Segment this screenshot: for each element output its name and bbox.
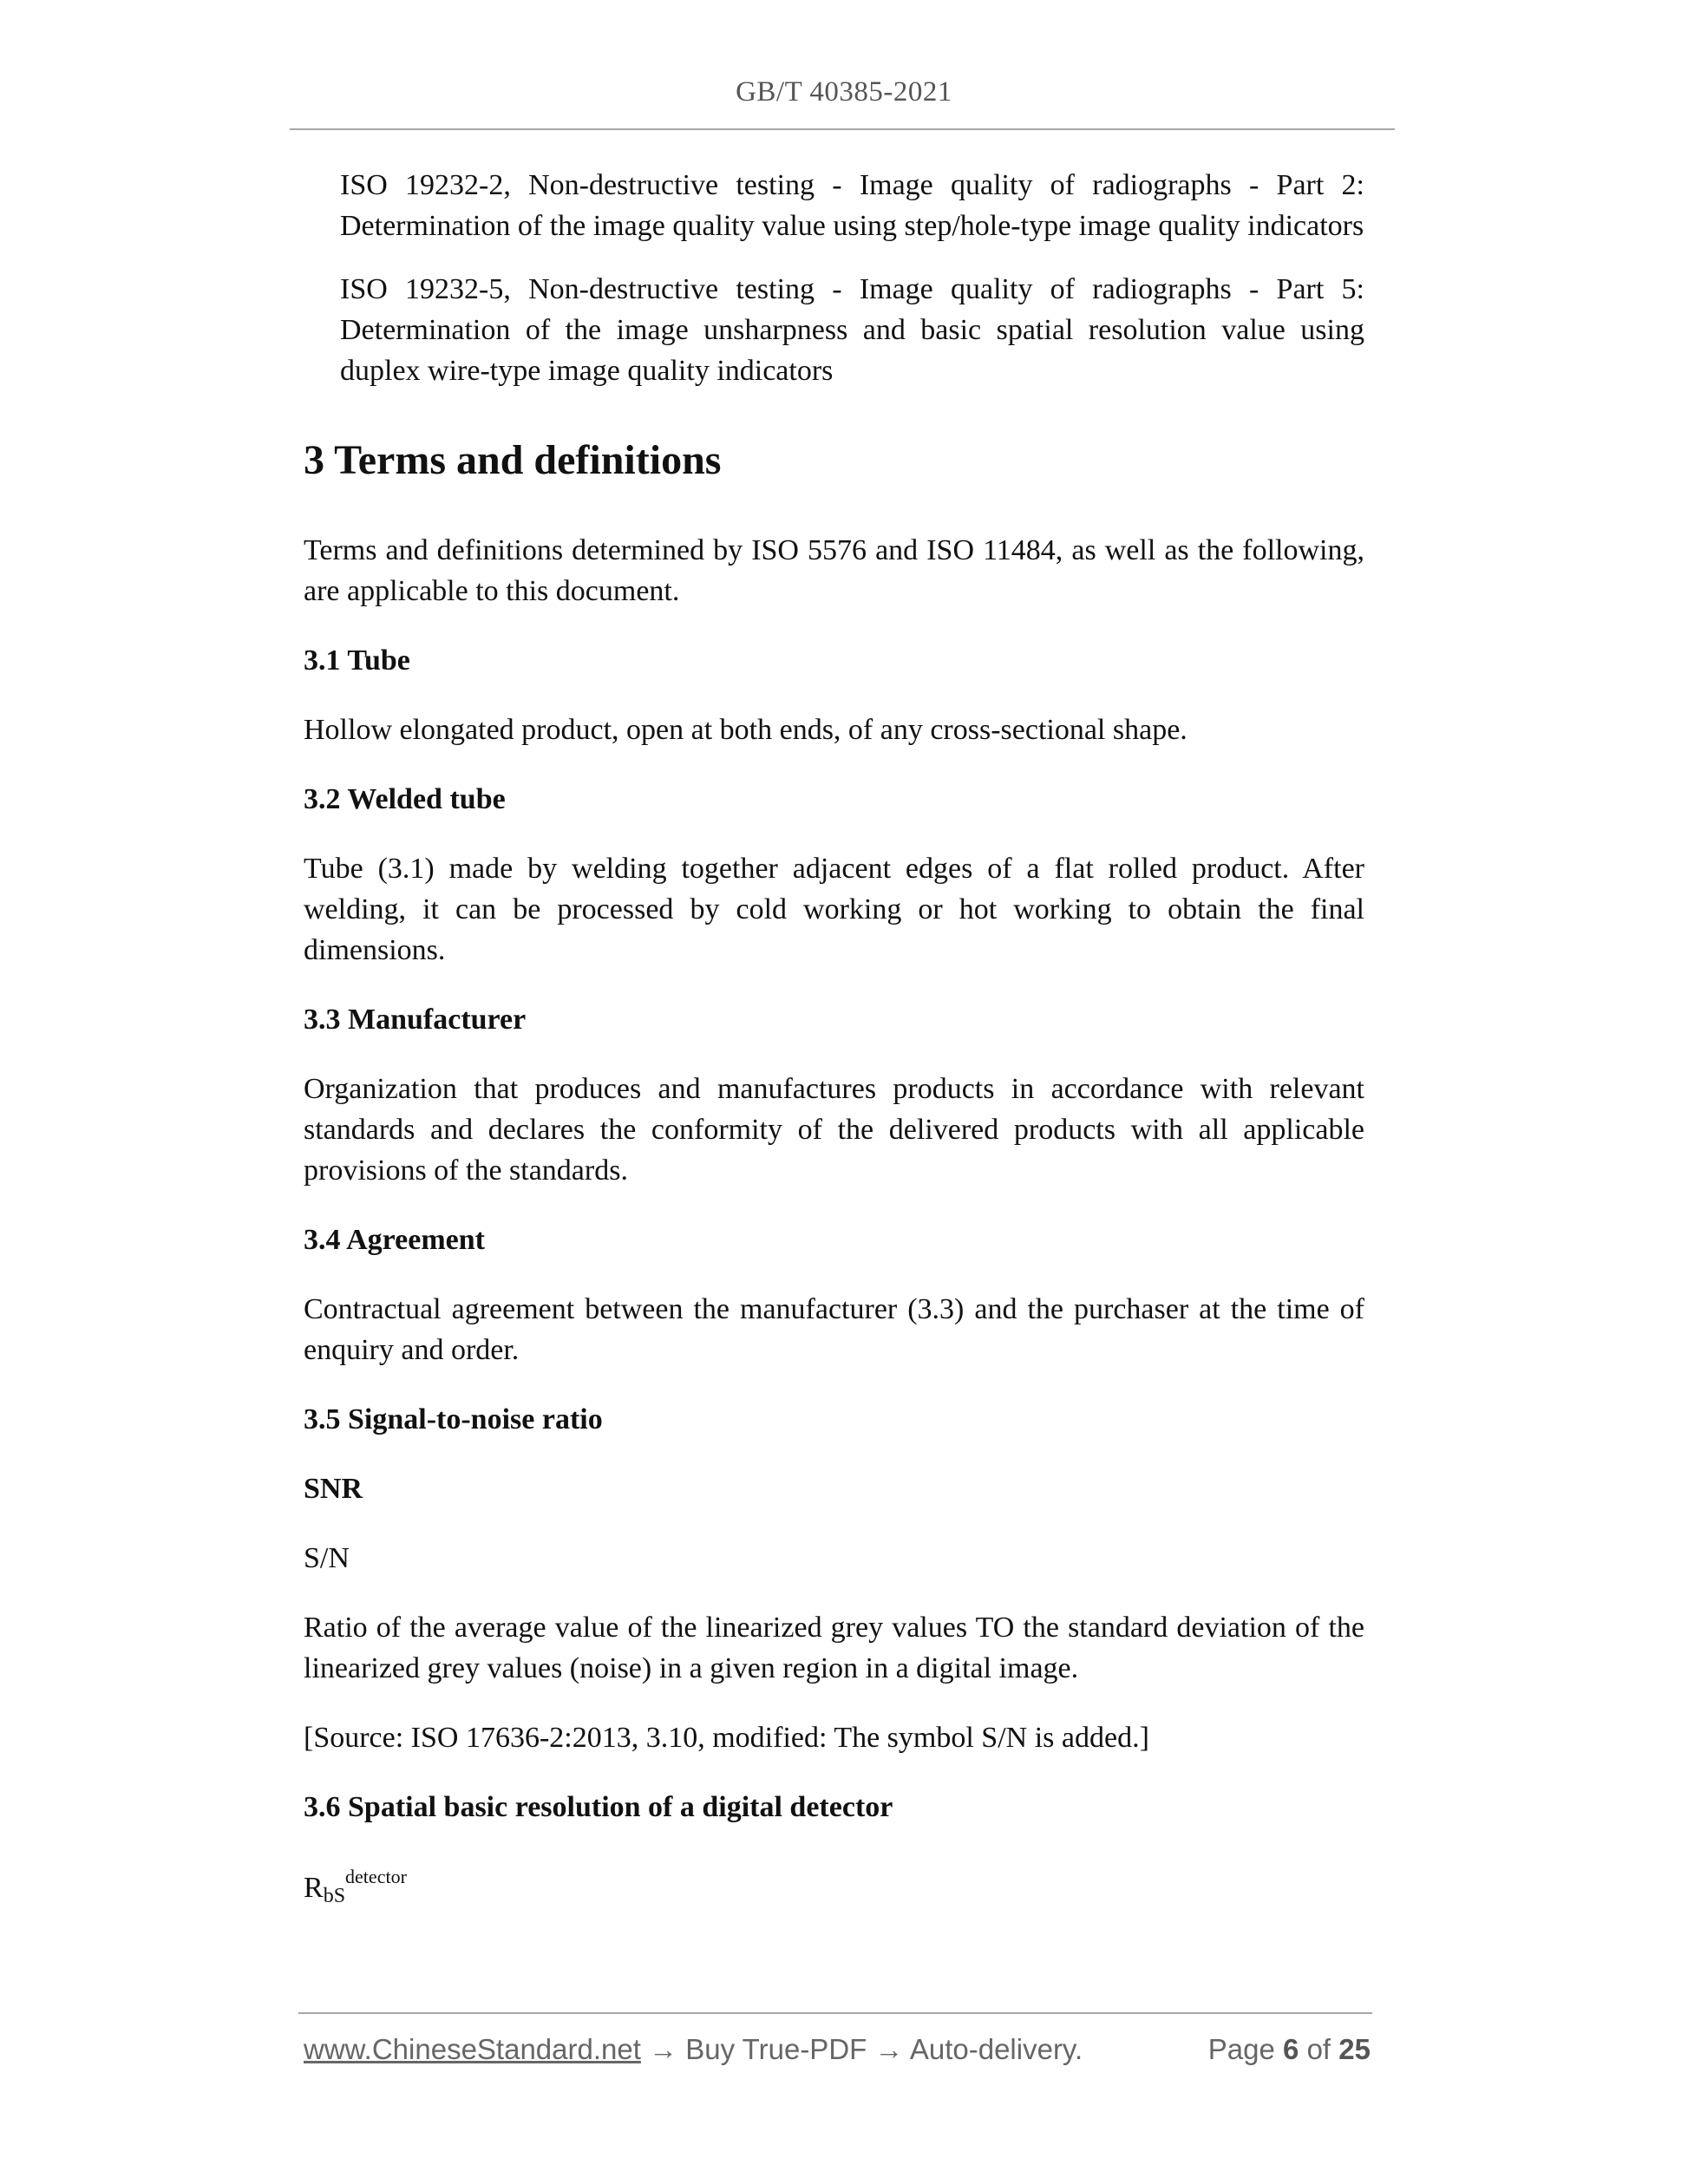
term-source-snr: [Source: ISO 17636-2:2013, 3.10, modified: The symbol S/N is added.] (304, 1722, 1149, 1754)
term-definition-tube: Hollow elongated product, open at both ends, of any cross-sectional shape. (304, 714, 1187, 746)
term-heading-manufacturer: 3.3 Manufacturer (304, 1004, 527, 1036)
footer-divider (298, 2012, 1372, 2014)
arrow-right-icon: → (874, 2033, 904, 2065)
term-abbreviation-snr: SNR (304, 1473, 363, 1505)
symbol-subscript: bS (323, 1885, 346, 1907)
page-content (304, 165, 1364, 1917)
page-current: 6 (1283, 2033, 1299, 2065)
header-divider (290, 128, 1395, 130)
term-heading-welded-tube: 3.2 Welded tube (304, 783, 506, 815)
section-intro: Terms and definitions determined by ISO 5576 and ISO 11484, as well as the following, are applicable to this document. (304, 534, 1364, 607)
section-title: 3 Terms and definitions (304, 437, 722, 483)
term-symbol-rbs-detector (304, 1856, 1364, 1917)
site-link[interactable]: www.ChineseStandard.net (304, 2033, 641, 2065)
page-footer (304, 2033, 1371, 2066)
term-heading-snr: 3.5 Signal-to-noise ratio (304, 1403, 603, 1435)
term-heading-tube: 3.1 Tube (304, 644, 410, 677)
term-heading-agreement: 3.4 Agreement (304, 1224, 485, 1256)
page-total: 25 (1338, 2033, 1371, 2065)
term-heading-spatial-resolution: 3.6 Spatial basic resolution of a digital detector (304, 1791, 893, 1823)
term-definition-manufacturer: Organization that produces and manufactures products in accordance with relevant standards and declares the conformity of the delivered products with all applicable provisions of the standards. (304, 1073, 1364, 1187)
term-definition-agreement: Contractual agreement between the manufacturer (3.3) and the purchaser at the time of enquiry and order. (304, 1293, 1364, 1366)
reference-iso-19232-5: ISO 19232-5, Non-destructive testing - Image quality of radiographs - Part 5: Determination of the image unsharpness and basic spatial resolution value using duplex wire-type image quality indicators (340, 273, 1364, 387)
auto-delivery-text: Auto-delivery. (909, 2033, 1083, 2065)
term-symbol-sn: S/N (304, 1542, 350, 1574)
document-code: GB/T 40385-2021 (736, 76, 952, 108)
page-indicator (1208, 2033, 1371, 2066)
page-of-word: of (1306, 2033, 1331, 2065)
reference-iso-19232-2: ISO 19232-2, Non-destructive testing - Image quality of radiographs - Part 2: Determination of the image quality value using step/hole-type image quality indicators (340, 169, 1364, 242)
term-definition-welded-tube: Tube (3.1) made by welding together adjacent edges of a flat rolled product. After welding, it can be processed by cold working or hot working to obtain the final dimensions. (304, 853, 1364, 966)
buy-true-pdf-text: Buy True-PDF (685, 2033, 867, 2065)
symbol-base: R (304, 1872, 324, 1904)
arrow-right-icon: → (649, 2033, 678, 2065)
symbol-superscript: detector (345, 1866, 407, 1887)
page-header (0, 76, 1688, 108)
page-word: Page (1207, 2033, 1275, 2065)
term-definition-snr: Ratio of the average value of the linearized grey values TO the standard deviation of the linearized grey values (noise) in a given region in a digital image. (304, 1612, 1364, 1684)
